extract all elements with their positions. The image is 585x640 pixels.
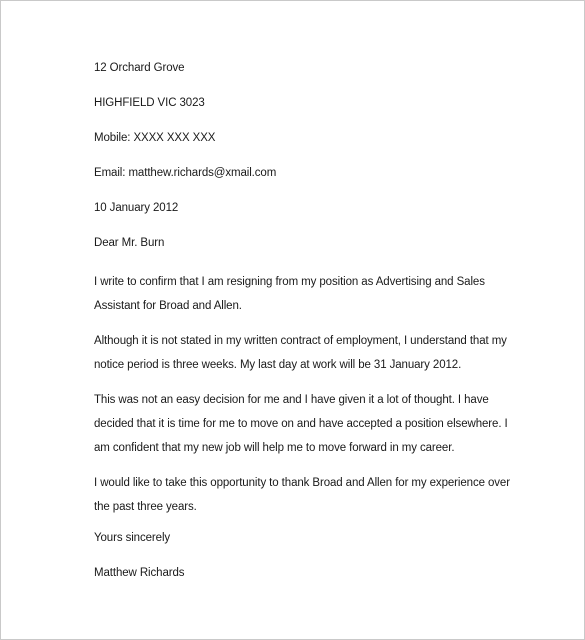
sender-email: Email: matthew.richards@xmail.com xyxy=(94,167,277,179)
sender-address-suburb: HIGHFIELD VIC 3023 xyxy=(94,97,205,109)
body-paragraph-1 xyxy=(94,270,504,318)
paragraph-line: the past three years. xyxy=(94,501,197,513)
salutation: Dear Mr. Burn xyxy=(94,237,165,249)
paragraph-line: notice period is three weeks. My last day at work will be 31 January 2012. xyxy=(94,359,462,371)
closing: Yours sincerely xyxy=(94,532,171,544)
paragraph-line: am confident that my new job will help me to move forward in my career. xyxy=(94,442,455,454)
sender-address-street: 12 Orchard Grove xyxy=(94,62,185,74)
sender-mobile: Mobile: XXXX XXX XXX xyxy=(94,132,216,144)
body-paragraph-3 xyxy=(94,388,508,460)
signature-name: Matthew Richards xyxy=(94,567,185,579)
body-paragraph-4 xyxy=(94,471,510,519)
paragraph-line: Although it is not stated in my written contract of employment, I understand that my xyxy=(94,335,507,347)
paragraph-line: I write to confirm that I am resigning from my position as Advertising and Sales xyxy=(94,276,485,288)
paragraph-line: Assistant for Broad and Allen. xyxy=(94,300,242,312)
letter-date: 10 January 2012 xyxy=(94,202,179,214)
paragraph-line: decided that it is time for me to move on and have accepted a position elsewhere. I xyxy=(94,418,508,430)
paragraph-line: This was not an easy decision for me and I have given it a lot of thought. I have xyxy=(94,394,489,406)
body-paragraph-2 xyxy=(94,329,507,377)
resignation-letter xyxy=(94,60,510,600)
paragraph-line: I would like to take this opportunity to thank Broad and Allen for my experience over xyxy=(94,477,510,489)
